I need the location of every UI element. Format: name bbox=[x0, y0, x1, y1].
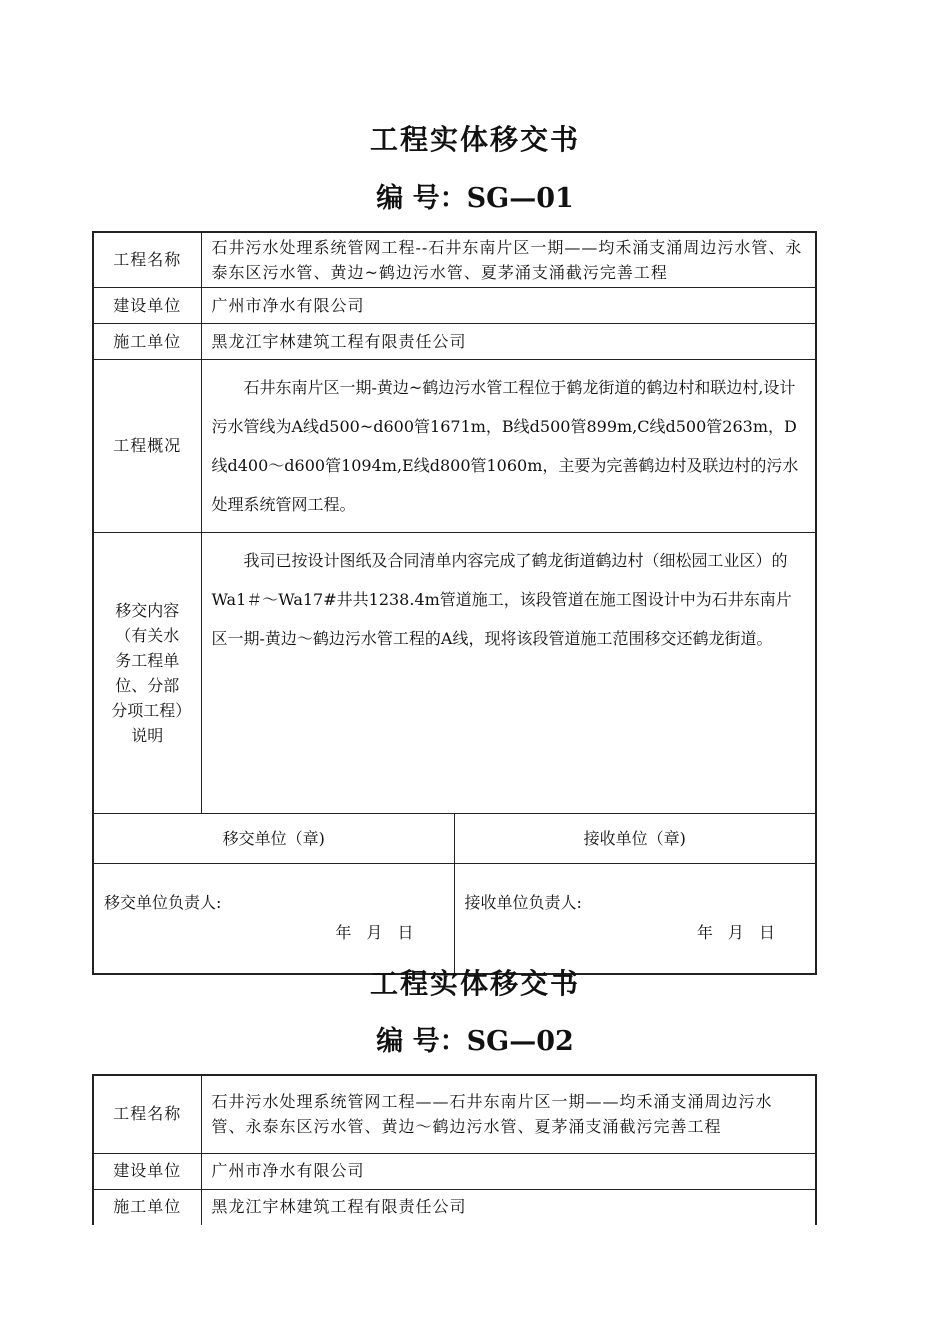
constructor-value: 黑龙江宇林建筑工程有限责任公司 bbox=[201, 324, 816, 360]
doc2-builder-value: 广州市净水有限公司 bbox=[201, 1153, 816, 1189]
doc2-project-name-label: 工程名称 bbox=[93, 1075, 201, 1153]
doc1-number: 编 号：SG—01 bbox=[376, 183, 574, 214]
doc2-project-name-value: 石井污水处理系统管网工程——石井东南片区一期——均禾涌支涌周边污水管、永泰东区污水管、黄边～鹤边污水管、夏茅涌支涌截污完善工程 bbox=[201, 1075, 816, 1153]
overview-label: 工程概况 bbox=[93, 360, 201, 533]
doc2-title: 工程实体移交书 bbox=[369, 967, 580, 1000]
doc2-constructor-label: 施工单位 bbox=[93, 1189, 201, 1225]
transfer-date: 年 月 日 bbox=[335, 923, 414, 942]
receive-sign-cell bbox=[454, 864, 816, 974]
transfer-unit-heading: 移交单位（章) bbox=[93, 814, 454, 864]
constructor-label: 施工单位 bbox=[93, 324, 201, 360]
project-name-value: 石井污水处理系统管网工程--石井东南片区一期——均禾涌支涌周边污水管、永泰东区污水管、黄边~鹤边污水管、夏茅涌支涌截污完善工程 bbox=[201, 232, 816, 288]
project-name-label: 工程名称 bbox=[93, 232, 201, 288]
builder-value: 广州市净水有限公司 bbox=[201, 288, 816, 324]
doc2-builder-label: 建设单位 bbox=[93, 1153, 201, 1189]
receive-unit-heading: 接收单位（章) bbox=[454, 814, 816, 864]
receive-date: 年 月 日 bbox=[696, 923, 776, 942]
handover-value: 我司已按设计图纸及合同清单内容完成了鹤龙街道鹤边村（细松园工业区）的Wa1＃～Wa17#井共1238.4m管道施工，该段管道在施工图设计中为石井东南片区一期-黄边～鹤边污水管工程的A线，现将该段管道施工范围移交还鹤龙街道。 bbox=[201, 533, 816, 814]
receive-person-label: 接收单位负责人: bbox=[464, 893, 582, 912]
transfer-sign-cell bbox=[93, 864, 454, 974]
handover-label: 移交内容（有关水务工程单位、分部分项工程）说明 bbox=[93, 533, 201, 814]
doc2-number: 编 号：SG—02 bbox=[376, 1026, 574, 1057]
doc2-table bbox=[92, 1074, 817, 1225]
transfer-person-label: 移交单位负责人: bbox=[104, 893, 222, 912]
overview-value: 石井东南片区一期-黄边~鹤边污水管工程位于鹤龙街道的鹤边村和联边村,设计污水管线为A线d500~d600管1671m，B线d500管899m,C线d500管263m，D线d400～d600管1094m,E线d800管1060m，主要为完善鹤边村及联边村的污水处理系统管网工程。 bbox=[201, 360, 816, 533]
doc1-table bbox=[92, 231, 817, 975]
doc1-title: 工程实体移交书 bbox=[369, 123, 580, 156]
builder-label: 建设单位 bbox=[93, 288, 201, 324]
doc2-constructor-value: 黑龙江宇林建筑工程有限责任公司 bbox=[201, 1189, 816, 1225]
